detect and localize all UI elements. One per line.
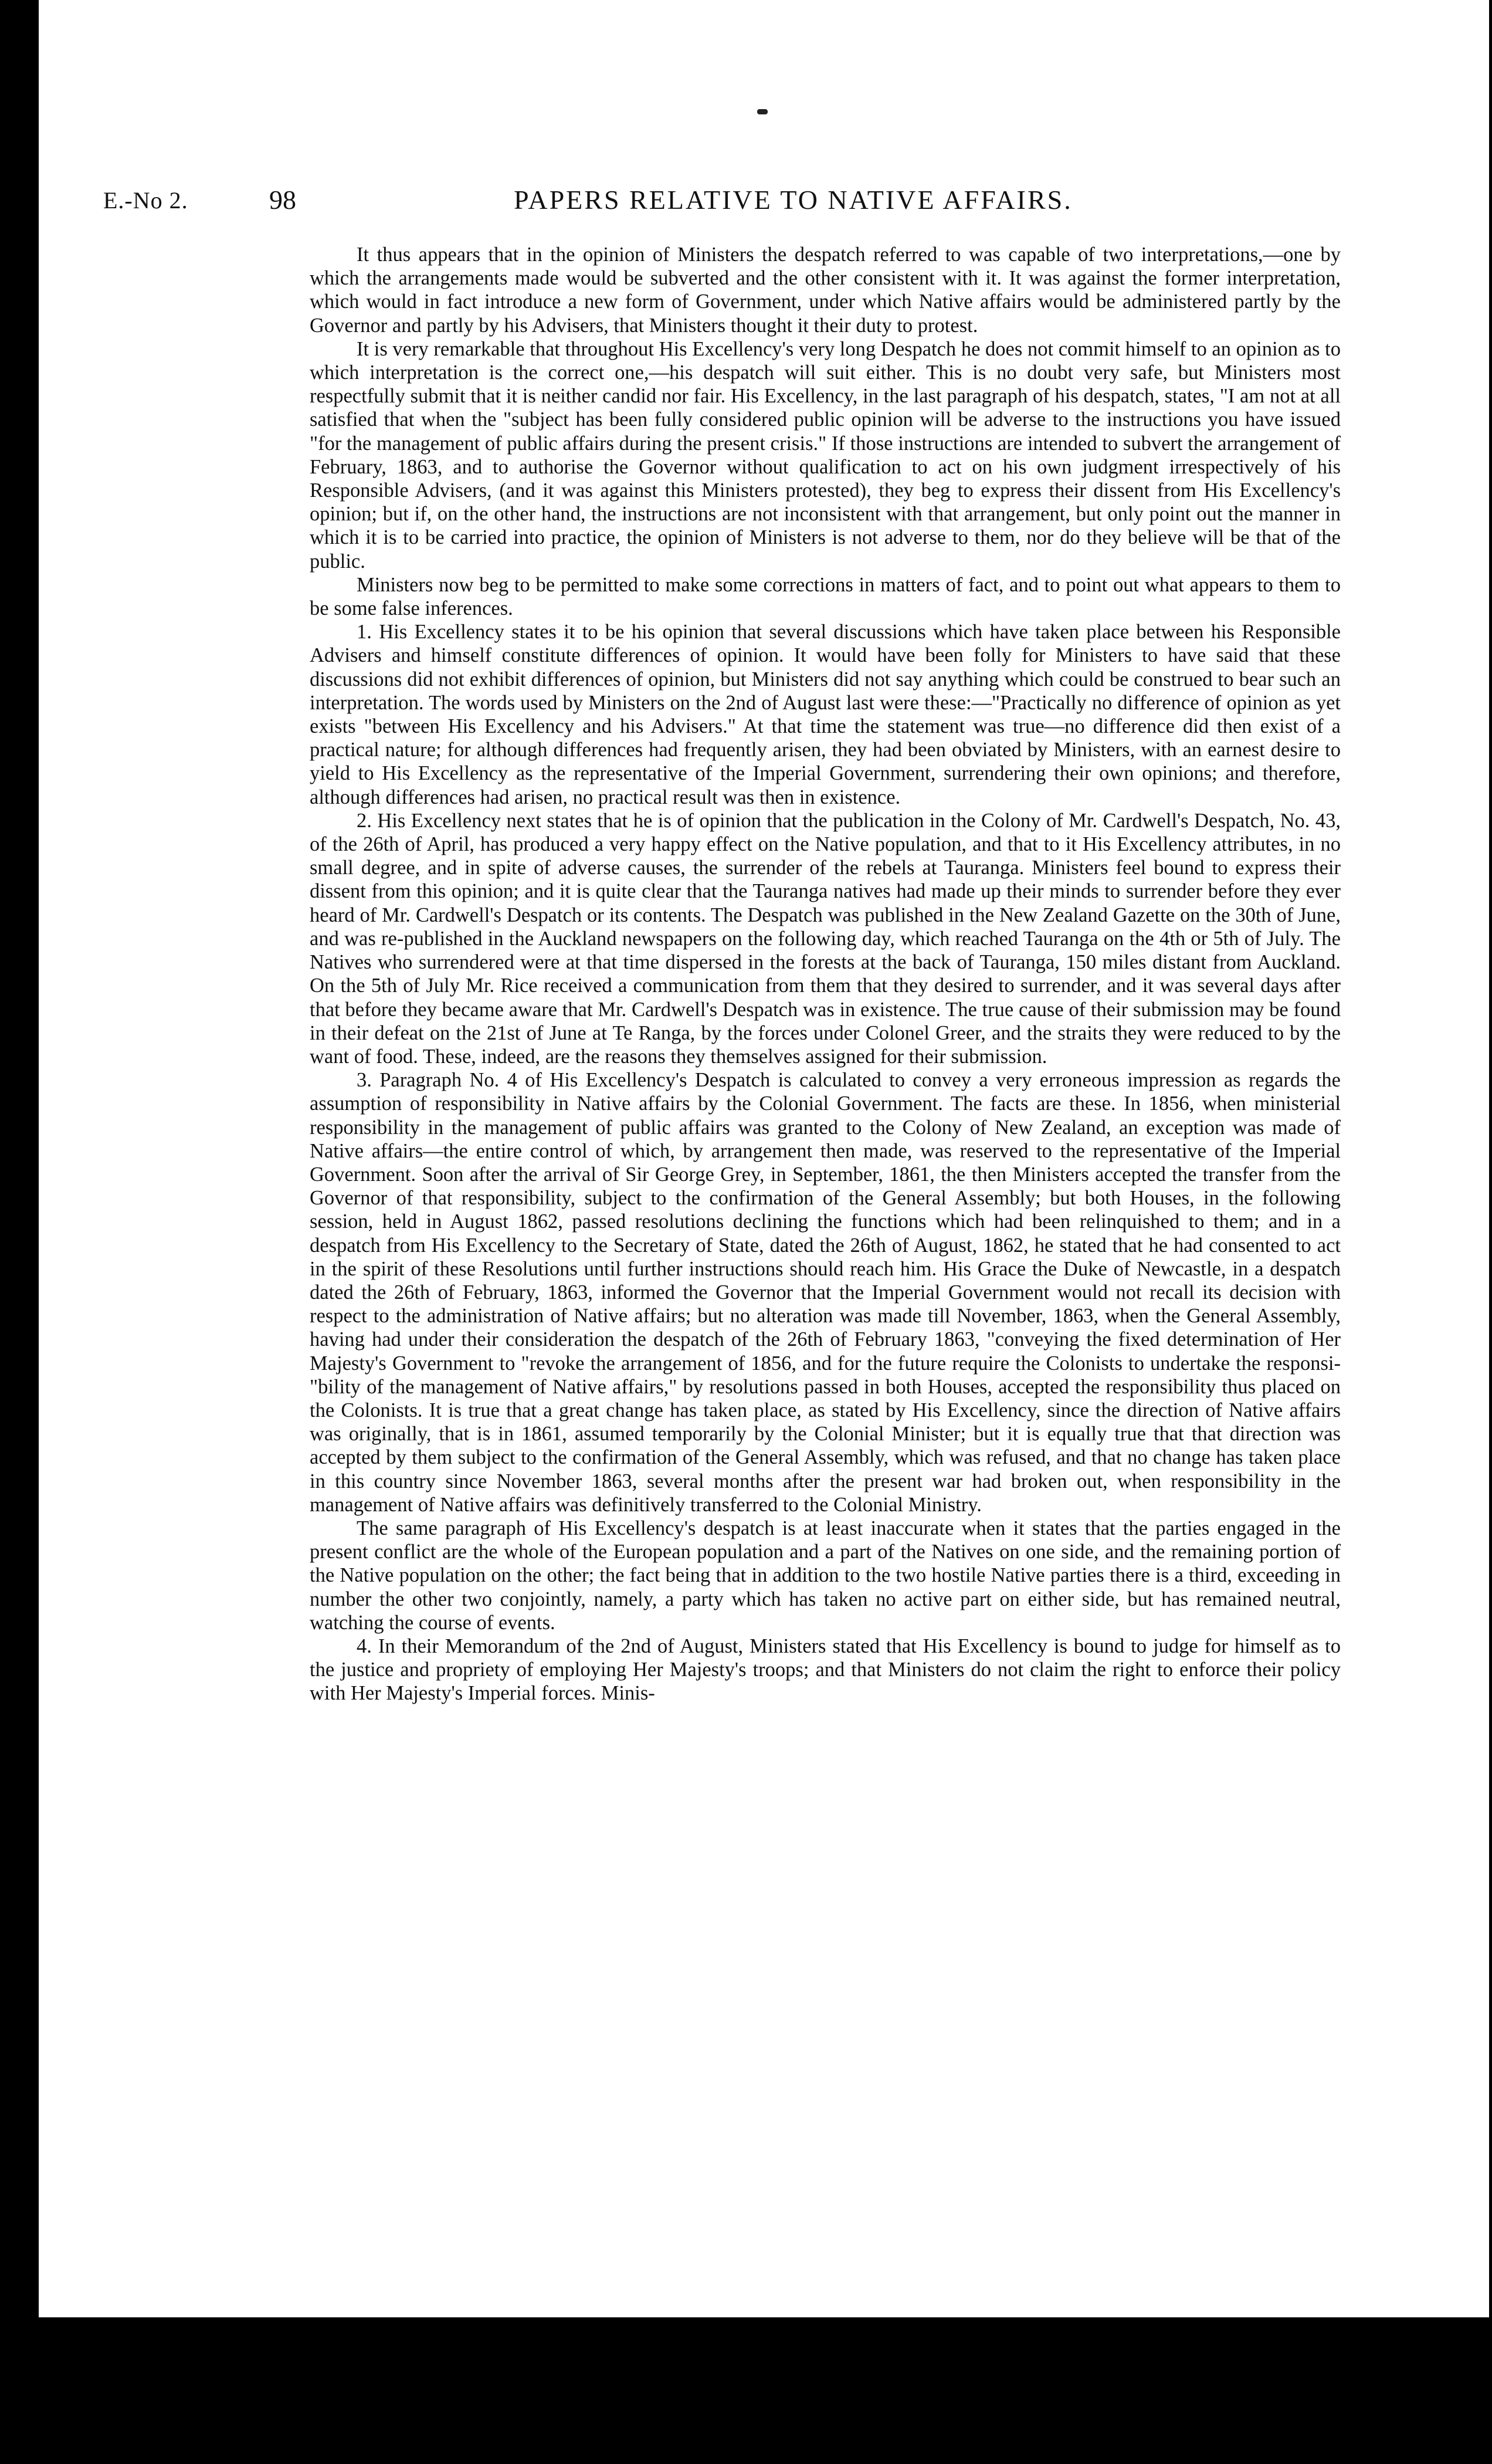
page-number: 98 xyxy=(269,185,296,215)
paragraph-point-3: 3. Paragraph No. 4 of His Excellency's Despatch is calculated to convey a very erroneous impression as regards the assumption of responsibility in Native affairs by the Colonial Government. The facts are these. In 1856, when ministerial responsibility in the management of public affairs was granted to the Colony of New Zealand, an exception was made of Native affairs—the entire control of which, by arrangement then made, was reserved to the representative of the Imperial Government. Soon after the arrival of Sir George Grey, in September, 1861, the then Ministers accepted the transfer from the Governor of that responsibility, subject to the confirmation of the General Assembly; but both Houses, in the following session, held in August 1862, passed resolutions declining the functions which had been relinquished to them; and in a despatch from His Excellency to the Secretary of State, dated the 26th of August, 1862, he stated that he had consented to act in the spirit of these Resolutions until further instructions should reach him. His Grace the Duke of Newcastle, in a despatch dated the 26th of February, 1863, informed the Governor that the Imperial Government would not recall its decision with respect to the administration of Native affairs; but no alteration was made till November, 1863, when the General Assembly, having had under their consideration the despatch of the 26th of February 1863, "conveying the fixed determination of Her Majesty's Government to "revoke the arrangement of 1856, and for the future require the Colonists to undertake the responsi- "bility of the management of Native affairs," by resolutions passed in both Houses, accepted the responsibility thus placed on the Colonists. It is true that a great change has taken place, as stated by His Excellency, since the direction of Native affairs was originally, that is in 1861, assumed temporarily by the Colonial Minister; but it is equally true that that direction was accepted by them subject to the confirmation of the General Assembly, which was refused, and that no change has taken place in this country since November 1863, several months after the present war had broken out, when responsibility in the management of Native affairs was definitively transferred to the Colonial Ministry. xyxy=(310,1069,1341,1516)
body-text xyxy=(310,243,1341,1705)
paragraph-point-2: 2. His Excellency next states that he is of opinion that the publication in the Colony of Mr. Cardwell's Despatch, No. 43, of the 26th of April, has produced a very happy effect on the Native population, and that to it His Excellency attributes, in no small degree, and in spite of adverse causes, the surrender of the rebels at Tauranga. Ministers feel bound to express their dissent from this opinion; and it is quite clear that the Tauranga natives had made up their minds to surrender before they ever heard of Mr. Cardwell's Despatch or its contents. The Despatch was published in the New Zealand Gazette on the 30th of June, and was re-published in the Auckland newspapers on the following day, which reached Tauranga on the 4th or 5th of July. The Natives who surrendered were at that time dispersed in the forests at the back of Tauranga, 150 miles distant from Auckland. On the 5th of July Mr. Rice received a communication from them that they desired to surrender, and it was several days after that before they became aware that Mr. Cardwell's Despatch was in existence. The true cause of their submission may be found in their defeat on the 21st of June at Te Ranga, by the forces under Colonel Greer, and the straits they were reduced to by the want of food. These, indeed, are the reasons they themselves assigned for their submission. xyxy=(310,809,1341,1068)
paragraph-remarkable: It is very remarkable that throughout His Excellency's very long Despatch he does not commit himself to an opinion as to which interpretation is the correct one,—his despatch will suit either. This is no doubt very safe, but Ministers most respectfully submit that it is neither candid nor fair. His Excellency, in the last paragraph of his despatch, states, "I am not at all satisfied that when the "subject has been fully considered public opinion will be adverse to the instructions you have issued "for the management of public affairs during the present crisis." If those instructions are intended to subvert the arrangement of February, 1863, and to authorise the Governor without qualification to act on his own judgment irrespectively of his Responsible Advisers, (and it was against this Ministers protested), they beg to express their dissent from His Excellency's opinion; but if, on the other hand, the instructions are not inconsistent with that arrangement, but only point out the manner in which it is to be carried into practice, the opinion of Ministers is not adverse to them, nor do they believe will be that of the public. xyxy=(310,337,1341,573)
paragraph-point-4: 4. In their Memorandum of the 2nd of August, Ministers stated that His Excellency is bound to judge for himself as to the justice and propriety of employing Her Majesty's troops; and that Ministers do not claim the right to enforce their policy with Her Majesty's Imperial forces. Minis- xyxy=(310,1634,1341,1705)
document-page xyxy=(39,0,1489,2317)
paragraph-point-1: 1. His Excellency states it to be his opinion that several discussions which have taken place between his Responsible Advisers and himself constitute differences of opinion. It would have been folly for Ministers to have said that these discussions did not exhibit differences of opinion, but Ministers did not say anything which could be construed to bear such an interpretation. The words used by Ministers on the 2nd of August last were these:—"Practically no difference of opinion as yet exists "between His Excellency and his Advisers." At that time the statement was true—no difference did then exist of a practical nature; for although differences had frequently arisen, they had been obviated by Ministers, with an earnest desire to yield to His Excellency as the representative of the Imperial Government, surrendering their own opinions; and therefore, although differences had arisen, no practical result was then in existence. xyxy=(310,621,1341,808)
page-title: PAPERS RELATIVE TO NATIVE AFFAIRS. xyxy=(514,185,1073,215)
ink-speck xyxy=(757,109,768,114)
document-reference: E.-No 2. xyxy=(103,187,188,214)
paragraph-same-paragraph: The same paragraph of His Excellency's despatch is at least inaccurate when it states that the parties engaged in the present conflict are the whole of the European population and a part of the Natives on one side, and the remaining portion of the Native population on the other; the fact being that in addition to the two hostile Native parties there is a third, exceeding in number the other two conjointly, namely, a party which has taken no active part on either side, but has remained neutral, watching the course of events. xyxy=(310,1517,1341,1634)
paragraph-corrections: Ministers now beg to be permitted to make some corrections in matters of fact, and to point out what appears to them to be some false inferences. xyxy=(310,573,1341,620)
paragraph-interpretations: It thus appears that in the opinion of Ministers the despatch referred to was capable of two interpretations,—one by which the arrangements made would be subverted and the other consistent with it. It was against the former interpretation, which would in fact introduce a new form of Government, under which Native affairs would be administered partly by the Governor and partly by his Advisers, that Ministers thought it their duty to protest. xyxy=(310,243,1341,337)
page-header xyxy=(103,184,1200,219)
